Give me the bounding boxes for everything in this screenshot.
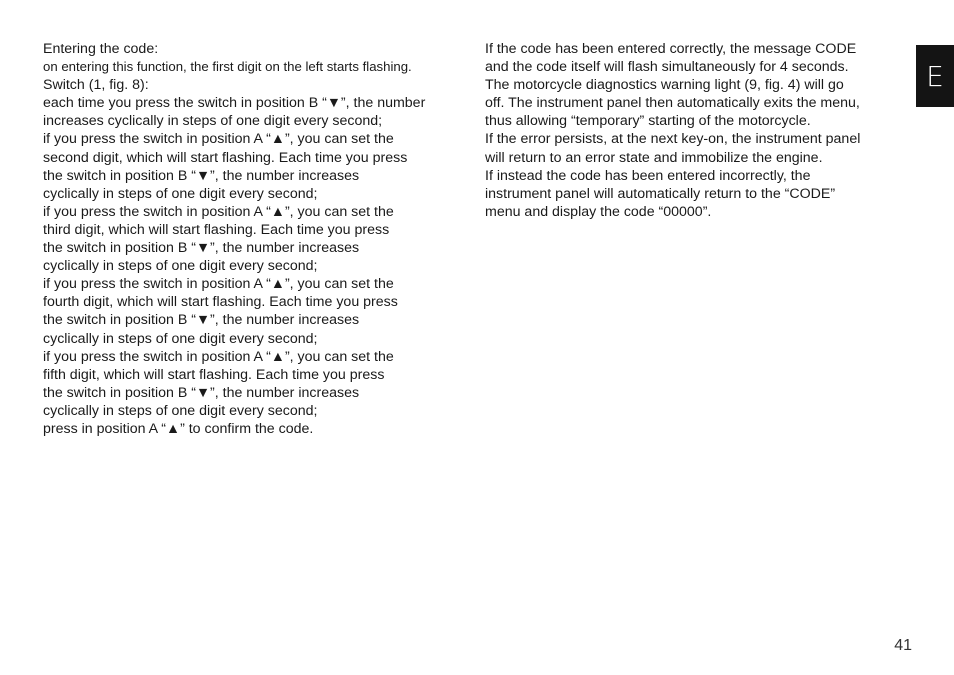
text-line: on entering this function, the first digit on the left starts flashing. [43,59,412,75]
text-line: if you press the switch in position A “▲”, you can set the [43,276,394,293]
text-line: If instead the code has been entered incorrectly, the [485,167,811,184]
text-line: cyclically in steps of one digit every second; [43,185,318,202]
right-text-column [485,40,909,221]
text-line: the switch in position B “▼”, the number increases [43,384,360,401]
text-line: will return to an error state and immobilize the engine. [485,149,823,166]
text-line: cyclically in steps of one digit every second; [43,330,318,347]
text-line: cyclically in steps of one digit every second; [43,402,318,419]
text-line: cyclically in steps of one digit every second; [43,258,318,275]
text-line: If the error persists, at the next key-on, the instrument panel [485,131,861,148]
text-line: press in position A “▲” to confirm the code. [43,420,314,437]
text-line: Entering the code: [43,41,159,57]
text-line: increases cyclically in steps of one digit every second; [43,113,383,130]
text-line: menu and display the code “00000”. [485,203,712,220]
text-line: Switch (1, fig. 8): [43,77,149,94]
text-line: the switch in position B “▼”, the number increases [43,240,360,257]
left-text-column [43,40,471,438]
section-tab: E [916,45,954,107]
page-number: 41 [894,637,912,654]
text-line: second digit, which will start flashing. Each time you press [43,149,408,166]
text-line: third digit, which will start flashing. Each time you press [43,221,390,238]
text-line: if you press the switch in position A “▲”, you can set the [43,131,394,148]
text-line: if you press the switch in position A “▲”, you can set the [43,203,394,220]
text-line: the switch in position B “▼”, the number increases [43,312,360,329]
text-line: If the code has been entered correctly, the message CODE [485,41,857,57]
text-line: thus allowing “temporary” starting of the motorcycle. [485,113,811,130]
text-line: fifth digit, which will start flashing. Each time you press [43,366,385,383]
text-line: and the code itself will flash simultaneously for 4 seconds. [485,59,849,76]
text-line: fourth digit, which will start flashing. Each time you press [43,294,398,311]
text-line: instrument panel will automatically return to the “CODE” [485,185,836,202]
text-line: the switch in position B “▼”, the number increases [43,167,360,184]
text-line: each time you press the switch in position B “▼”, the number [43,95,426,112]
text-line: off. The instrument panel then automatically exits the menu, [485,95,860,112]
text-line: if you press the switch in position A “▲”, you can set the [43,348,394,365]
text-line: The motorcycle diagnostics warning light (9, fig. 4) will go [485,77,844,94]
